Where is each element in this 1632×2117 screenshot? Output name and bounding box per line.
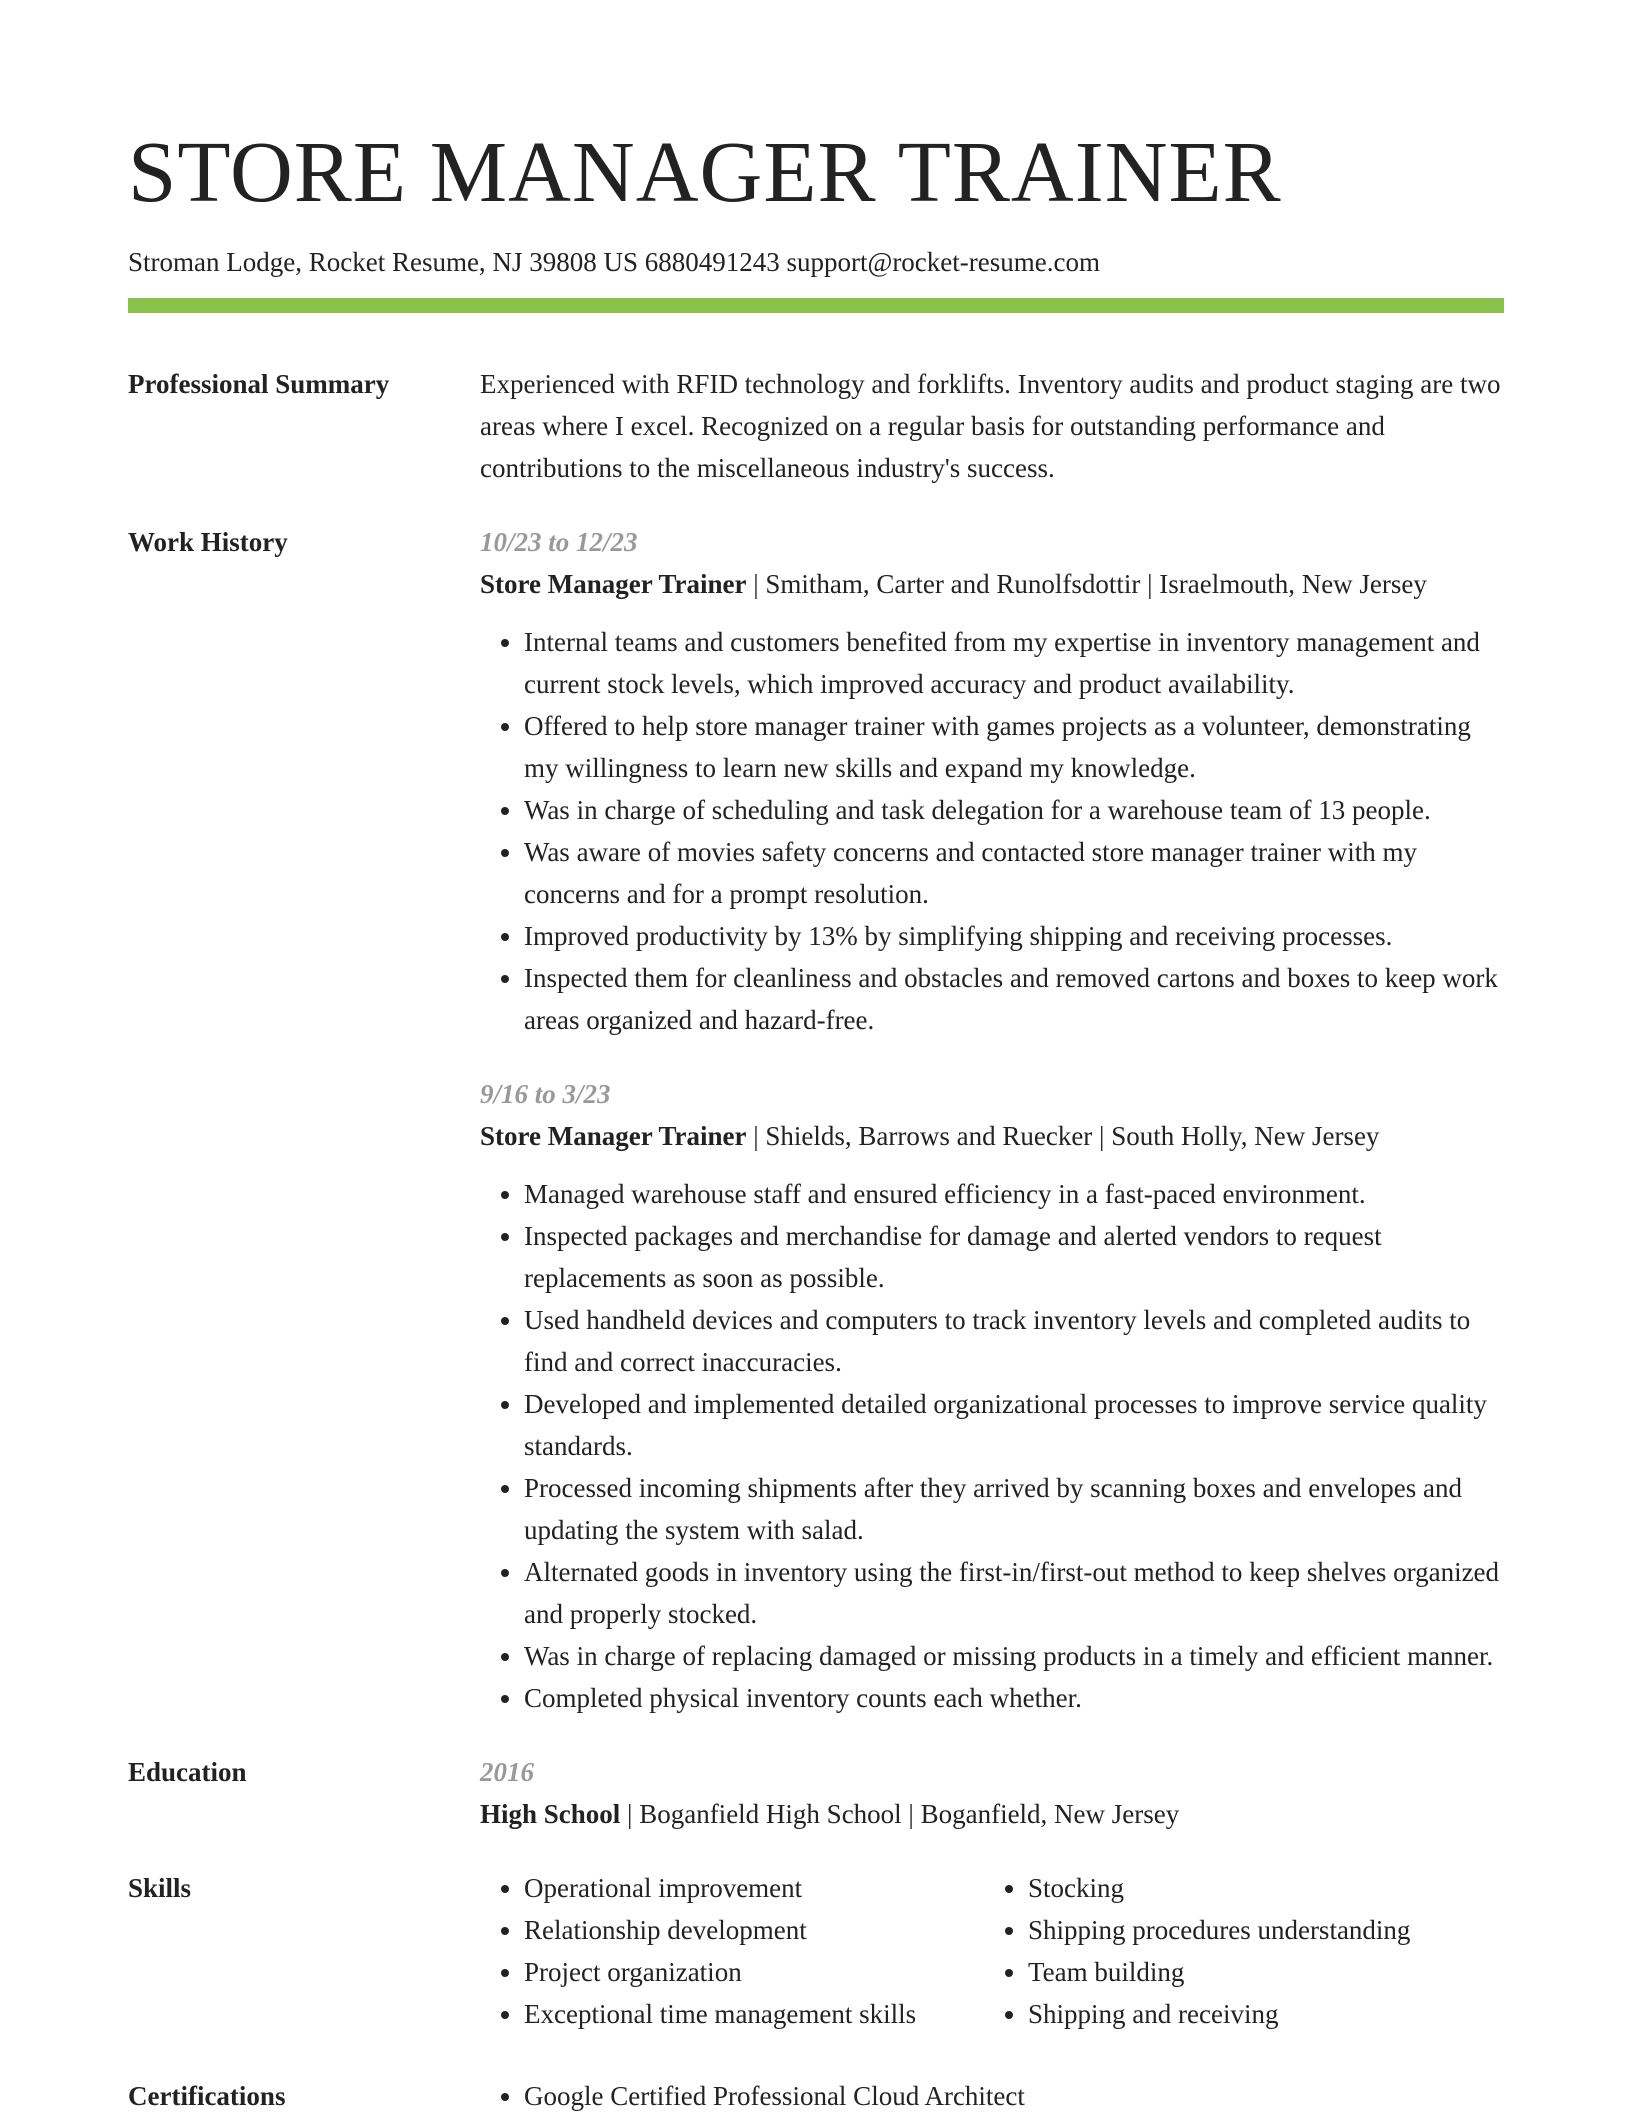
skills-section — [128, 1867, 1504, 2035]
contact-info: Stroman Lodge, Rocket Resume, NJ 39808 US 6880491243 support@rocket-resume.com — [128, 247, 1100, 277]
skills-list — [984, 1867, 1504, 2035]
job-dates: 10/23 to 12/23 — [480, 527, 638, 557]
skill-item: • Project organization — [524, 1951, 984, 1993]
job-role-line — [480, 563, 1504, 605]
education-details: | Boganfield High School | Boganfield, New Jersey — [620, 1799, 1180, 1829]
accent-divider — [128, 298, 1504, 313]
job-role-line — [480, 1115, 1504, 1157]
skill-item: • Relationship development — [524, 1909, 984, 1951]
skills-column — [984, 1867, 1504, 2035]
resume-name: STORE MANAGER TRAINER — [128, 123, 1282, 220]
job-details: | Smitham, Carter and Runolfsdottir | Israelmouth, New Jersey — [746, 569, 1427, 599]
education-degree: High School — [480, 1799, 621, 1829]
certification-item: • Google Certified Professional Cloud Architect — [524, 2075, 1504, 2117]
job-dates: 9/16 to 3/23 — [480, 1079, 611, 1109]
job-bullet: • Internal teams and customers benefited from my expertise in inventory management and current stock levels, which improved accuracy and product availability. — [524, 621, 1504, 705]
job-bullet: • Was in charge of replacing damaged or missing products in a timely and efficient manner. — [524, 1635, 1504, 1677]
summary-text: Experienced with RFID technology and forklifts. Inventory audits and product staging are two areas where I excel. Recognized on a regular basis for outstanding performance and contributions to the miscellaneous industry's success. — [480, 369, 1501, 483]
job-bullet: • Developed and implemented detailed organizational processes to improve service quality standards. — [524, 1383, 1504, 1467]
job-bullet: • Inspected them for cleanliness and obstacles and removed cartons and boxes to keep work areas organized and hazard-free. — [524, 957, 1504, 1041]
summary-section — [128, 363, 1504, 489]
skills-body — [480, 1867, 1504, 2035]
job-bullet: • Processed incoming shipments after they arrived by scanning boxes and envelopes and updating the system with salad. — [524, 1467, 1504, 1551]
section-label-summary: Professional Summary — [128, 369, 390, 399]
job-bullet-list — [480, 1173, 1504, 1719]
skill-item: • Shipping procedures understanding — [1028, 1909, 1504, 1951]
skill-item: • Team building — [1028, 1951, 1504, 1993]
job-bullet: • Used handheld devices and computers to track inventory levels and completed audits to find and correct inaccuracies. — [524, 1299, 1504, 1383]
job-bullet-list — [480, 621, 1504, 1041]
skills-list — [480, 1867, 984, 2035]
education-body — [480, 1751, 1504, 1835]
certifications-body — [480, 2075, 1504, 2117]
skill-item: • Stocking — [1028, 1867, 1504, 1909]
job-bullet: • Improved productivity by 13% by simplifying shipping and receiving processes. — [524, 915, 1504, 957]
job-bullet: • Was in charge of scheduling and task delegation for a warehouse team of 13 people. — [524, 789, 1504, 831]
education-section — [128, 1751, 1504, 1835]
section-label-skills: Skills — [128, 1873, 192, 1903]
skills-column — [480, 1867, 984, 2035]
job-details: | Shields, Barrows and Ruecker | South Holly, New Jersey — [746, 1121, 1380, 1151]
job-title: Store Manager Trainer — [480, 1121, 747, 1151]
resume-page — [128, 0, 1504, 2117]
certifications-list — [480, 2075, 1504, 2117]
skill-item: • Operational improvement — [524, 1867, 984, 1909]
job-bullet: • Was aware of movies safety concerns and contacted store manager trainer with my concerns and for a prompt resolution. — [524, 831, 1504, 915]
job-entry — [480, 1073, 1504, 1719]
section-label-certifications: Certifications — [128, 2081, 286, 2111]
job-entry — [480, 521, 1504, 1041]
job-bullet: • Completed physical inventory counts each whether. — [524, 1677, 1504, 1719]
job-bullet: • Alternated goods in inventory using the first-in/first-out method to keep shelves organized and properly stocked. — [524, 1551, 1504, 1635]
education-date: 2016 — [480, 1757, 534, 1787]
skill-item: • Exceptional time management skills — [524, 1993, 984, 2035]
job-bullet: • Managed warehouse staff and ensured efficiency in a fast-paced environment. — [524, 1173, 1504, 1215]
section-label-education: Education — [128, 1757, 247, 1787]
education-line — [480, 1793, 1504, 1835]
skill-item: • Shipping and receiving — [1028, 1993, 1504, 2035]
work-history-body — [480, 521, 1504, 1719]
job-bullet: • Offered to help store manager trainer with games projects as a volunteer, demonstrating my willingness to learn new skills and expand my knowledge. — [524, 705, 1504, 789]
job-bullet: • Inspected packages and merchandise for damage and alerted vendors to request replacements as soon as possible. — [524, 1215, 1504, 1299]
certifications-section — [128, 2075, 1504, 2117]
section-label-work: Work History — [128, 527, 288, 557]
work-history-section — [128, 521, 1504, 1719]
job-title: Store Manager Trainer — [480, 569, 747, 599]
